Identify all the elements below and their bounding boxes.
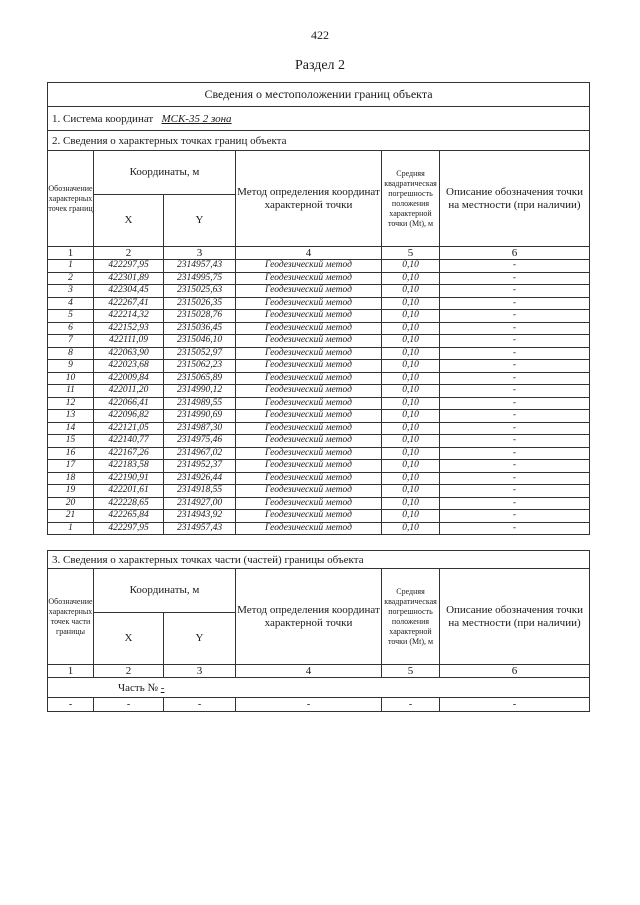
coord-y: 2314952,37: [164, 460, 236, 473]
point-number: 4: [48, 297, 94, 310]
method: Геодезический метод: [236, 322, 382, 335]
points-section-title: 2. Сведения о характерных точках границ объекта: [48, 131, 590, 151]
description: -: [440, 347, 590, 360]
coord-y: 2314975,46: [164, 435, 236, 448]
accuracy: 0,10: [382, 360, 440, 373]
coord-x: 422011,20: [94, 385, 164, 398]
coord-y: 2315025,63: [164, 285, 236, 298]
point-number: 6: [48, 322, 94, 335]
description: -: [440, 385, 590, 398]
header-method: Метод определения координат характерной точки: [236, 151, 382, 247]
table-row: [48, 485, 590, 498]
header-y: Y: [164, 195, 236, 247]
description: -: [440, 260, 590, 273]
method: Геодезический метод: [236, 522, 382, 535]
method: Геодезический метод: [236, 297, 382, 310]
part-value: -: [160, 681, 165, 694]
accuracy: 0,10: [382, 385, 440, 398]
description: -: [440, 335, 590, 348]
table-row: [48, 347, 590, 360]
method: Геодезический метод: [236, 410, 382, 423]
accuracy: 0,10: [382, 260, 440, 273]
table-row: [48, 435, 590, 448]
method: Геодезический метод: [236, 335, 382, 348]
point-number: 19: [48, 485, 94, 498]
table-row: [48, 385, 590, 398]
empty-cell: -: [382, 698, 440, 712]
coord-x: 422167,26: [94, 447, 164, 460]
method: Геодезический метод: [236, 285, 382, 298]
point-number: 10: [48, 372, 94, 385]
method: Геодезический метод: [236, 385, 382, 398]
parts-header-description: Описание обозначения точки на местности (при наличии): [440, 569, 590, 665]
header-point: Обозначение характерных точек границ: [48, 151, 94, 247]
table-row: [48, 447, 590, 460]
column-number: 4: [236, 247, 382, 260]
points-body: [48, 260, 590, 535]
accuracy: 0,10: [382, 272, 440, 285]
point-number: 1: [48, 522, 94, 535]
page-number: 422: [311, 28, 329, 42]
column-number: 4: [236, 665, 382, 678]
coord-x: 422301,89: [94, 272, 164, 285]
coord-y: 2315052,97: [164, 347, 236, 360]
table-row: [48, 335, 590, 348]
point-number: 3: [48, 285, 94, 298]
table-row: [48, 372, 590, 385]
parts-header-method: Метод определения координат характерной точки: [236, 569, 382, 665]
coord-system-row: [48, 107, 590, 131]
accuracy: 0,10: [382, 435, 440, 448]
table-row: [48, 497, 590, 510]
description: -: [440, 435, 590, 448]
table-row: [48, 285, 590, 298]
description: -: [440, 422, 590, 435]
coord-x: 422265,84: [94, 510, 164, 523]
accuracy: 0,10: [382, 410, 440, 423]
description: -: [440, 360, 590, 373]
table-row: [48, 260, 590, 273]
header-coords: Координаты, м: [94, 151, 236, 195]
table-row: [48, 472, 590, 485]
table-row: [48, 397, 590, 410]
method: Геодезический метод: [236, 360, 382, 373]
coord-y: 2314957,43: [164, 522, 236, 535]
accuracy: 0,10: [382, 497, 440, 510]
accuracy: 0,10: [382, 485, 440, 498]
column-numbers-row: [48, 247, 590, 260]
coord-x: 422140,77: [94, 435, 164, 448]
accuracy: 0,10: [382, 522, 440, 535]
empty-cell: -: [94, 698, 164, 712]
coord-y: 2314918,55: [164, 485, 236, 498]
point-number: 12: [48, 397, 94, 410]
coord-y: 2314967,02: [164, 447, 236, 460]
method: Геодезический метод: [236, 447, 382, 460]
column-number: 6: [440, 247, 590, 260]
parts-column-numbers-row: [48, 665, 590, 678]
column-number: 3: [164, 247, 236, 260]
coord-x: 422190,91: [94, 472, 164, 485]
point-number: 18: [48, 472, 94, 485]
column-number: 2: [94, 665, 164, 678]
table-row: [48, 522, 590, 535]
accuracy: 0,10: [382, 335, 440, 348]
point-number: 11: [48, 385, 94, 398]
point-number: 2: [48, 272, 94, 285]
accuracy: 0,10: [382, 347, 440, 360]
accuracy: 0,10: [382, 297, 440, 310]
method: Геодезический метод: [236, 435, 382, 448]
column-number: 2: [94, 247, 164, 260]
parts-header-x: X: [94, 613, 164, 665]
empty-cell: -: [164, 698, 236, 712]
point-number: 5: [48, 310, 94, 323]
description: -: [440, 447, 590, 460]
coord-x: 422121,05: [94, 422, 164, 435]
point-number: 8: [48, 347, 94, 360]
header-x: X: [94, 195, 164, 247]
coord-y: 2314990,12: [164, 385, 236, 398]
coord-y: 2314926,44: [164, 472, 236, 485]
method: Геодезический метод: [236, 472, 382, 485]
description: -: [440, 485, 590, 498]
coord-y: 2314990,69: [164, 410, 236, 423]
description: -: [440, 297, 590, 310]
header-accuracy: Средняя квадратическая погрешность положения характерной точки (Mt), м: [382, 151, 440, 247]
header-description: Описание обозначения точки на местности (при наличии): [440, 151, 590, 247]
parts-header-coords: Координаты, м: [94, 569, 236, 613]
coord-y: 2315028,76: [164, 310, 236, 323]
accuracy: 0,10: [382, 322, 440, 335]
method: Геодезический метод: [236, 310, 382, 323]
point-number: 21: [48, 510, 94, 523]
coord-x: 422201,61: [94, 485, 164, 498]
point-number: 15: [48, 435, 94, 448]
method: Геодезический метод: [236, 510, 382, 523]
column-number: 6: [440, 665, 590, 678]
section-title: Раздел 2: [294, 58, 346, 73]
part-points-table: [47, 550, 590, 712]
coord-y: 2315062,23: [164, 360, 236, 373]
coord-y: 2314927,00: [164, 497, 236, 510]
column-number: 3: [164, 665, 236, 678]
description: -: [440, 272, 590, 285]
description: -: [440, 522, 590, 535]
column-number: 1: [48, 247, 94, 260]
coord-y: 2314995,75: [164, 272, 236, 285]
parts-header-accuracy: Средняя квадратическая погрешность положения характерной точки (Mt), м: [382, 569, 440, 665]
coord-x: 422066,41: [94, 397, 164, 410]
point-number: 13: [48, 410, 94, 423]
coord-x: 422152,93: [94, 322, 164, 335]
parts-header-point: Обозначение характерных точек части границы: [48, 569, 94, 665]
coord-y: 2315026,35: [164, 297, 236, 310]
method: Геодезический метод: [236, 460, 382, 473]
empty-cell: -: [440, 698, 590, 712]
empty-cell: -: [48, 698, 94, 712]
coord-x: 422214,32: [94, 310, 164, 323]
table-heading: Сведения о местоположении границ объекта: [48, 83, 590, 107]
point-number: 14: [48, 422, 94, 435]
column-number: 5: [382, 665, 440, 678]
coord-y: 2314989,55: [164, 397, 236, 410]
boundary-points-table: [47, 82, 590, 535]
point-number: 9: [48, 360, 94, 373]
description: -: [440, 497, 590, 510]
coord-x: 422111,09: [94, 335, 164, 348]
coord-x: 422304,45: [94, 285, 164, 298]
accuracy: 0,10: [382, 422, 440, 435]
description: -: [440, 322, 590, 335]
coord-x: 422023,68: [94, 360, 164, 373]
description: -: [440, 372, 590, 385]
coord-x: 422228,65: [94, 497, 164, 510]
description: -: [440, 397, 590, 410]
coord-x: 422063,90: [94, 347, 164, 360]
coord-x: 422297,95: [94, 260, 164, 273]
accuracy: 0,10: [382, 310, 440, 323]
coord-system-label: 1. Система координат: [52, 112, 154, 125]
accuracy: 0,10: [382, 460, 440, 473]
empty-cell: -: [236, 698, 382, 712]
coord-system-value: МСК-35 2 зона: [161, 112, 232, 125]
table-row: [48, 297, 590, 310]
table-row: [48, 422, 590, 435]
table-row: [48, 310, 590, 323]
description: -: [440, 472, 590, 485]
column-number: 1: [48, 665, 94, 678]
coord-x: 422009,84: [94, 372, 164, 385]
point-number: 20: [48, 497, 94, 510]
description: -: [440, 460, 590, 473]
parts-section-title: 3. Сведения о характерных точках части (частей) границы объекта: [48, 551, 590, 569]
coord-y: 2314957,43: [164, 260, 236, 273]
description: -: [440, 410, 590, 423]
parts-header-y: Y: [164, 613, 236, 665]
description: -: [440, 285, 590, 298]
coord-y: 2315036,45: [164, 322, 236, 335]
accuracy: 0,10: [382, 510, 440, 523]
method: Геодезический метод: [236, 347, 382, 360]
table-row: [48, 510, 590, 523]
coord-y: 2314987,30: [164, 422, 236, 435]
coord-y: 2315046,10: [164, 335, 236, 348]
coord-y: 2314943,92: [164, 510, 236, 523]
table-row: [48, 360, 590, 373]
coord-x: 422267,41: [94, 297, 164, 310]
accuracy: 0,10: [382, 397, 440, 410]
accuracy: 0,10: [382, 285, 440, 298]
column-number: 5: [382, 247, 440, 260]
coord-x: 422183,58: [94, 460, 164, 473]
description: -: [440, 510, 590, 523]
part-empty-row: [48, 698, 590, 712]
point-number: 16: [48, 447, 94, 460]
coord-y: 2315065,89: [164, 372, 236, 385]
method: Геодезический метод: [236, 497, 382, 510]
method: Геодезический метод: [236, 272, 382, 285]
method: Геодезический метод: [236, 485, 382, 498]
method: Геодезический метод: [236, 397, 382, 410]
method: Геодезический метод: [236, 372, 382, 385]
point-number: 17: [48, 460, 94, 473]
table-row: [48, 410, 590, 423]
table-row: [48, 322, 590, 335]
method: Геодезический метод: [236, 422, 382, 435]
part-label: Часть №: [118, 681, 158, 694]
accuracy: 0,10: [382, 372, 440, 385]
table-row: [48, 272, 590, 285]
method: Геодезический метод: [236, 260, 382, 273]
point-number: 7: [48, 335, 94, 348]
description: -: [440, 310, 590, 323]
coord-x: 422297,95: [94, 522, 164, 535]
point-number: 1: [48, 260, 94, 273]
table-row: [48, 460, 590, 473]
part-number-row: [48, 678, 590, 698]
accuracy: 0,10: [382, 447, 440, 460]
coord-x: 422096,82: [94, 410, 164, 423]
accuracy: 0,10: [382, 472, 440, 485]
